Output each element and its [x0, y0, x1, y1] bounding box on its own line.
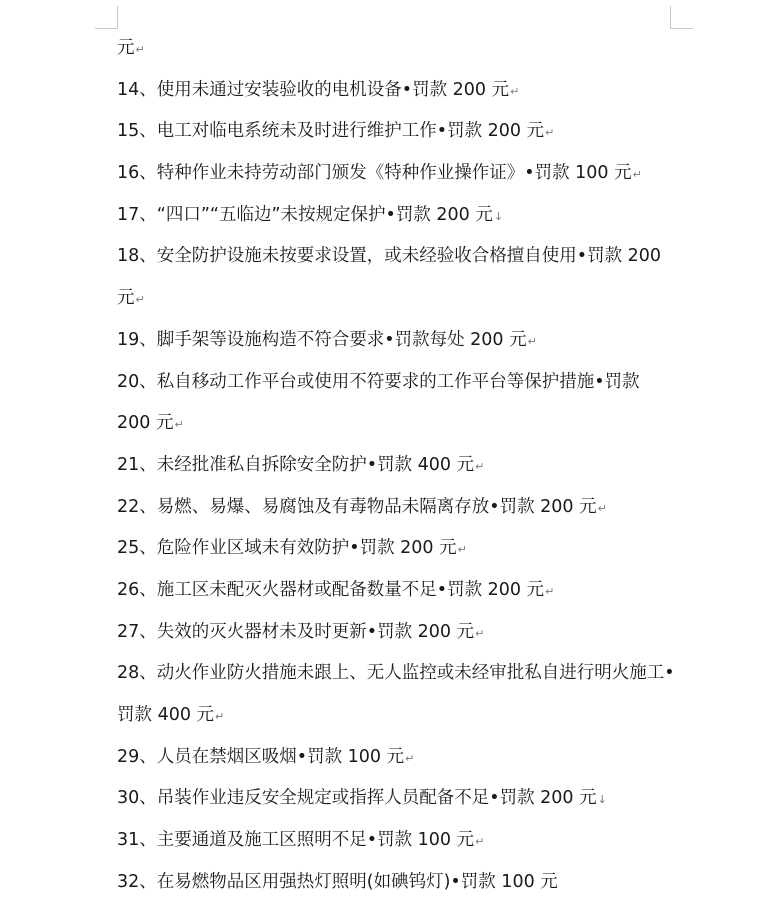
line-text: 元: [117, 38, 135, 58]
line-text: 15、电工对临电系统未及时进行维护工作•罚款 200 元: [117, 121, 545, 142]
text-line: [117, 70, 687, 112]
line-text: 20、私自移动工作平台或使用不符要求的工作平台等保护措施•罚款: [117, 371, 640, 392]
text-line: [117, 862, 687, 904]
text-line: [117, 320, 687, 362]
margin-corner-top-right: [670, 6, 693, 29]
line-text: 29、人员在禁烟区吸烟•罚款 100 元: [117, 746, 405, 767]
text-line: [117, 737, 687, 779]
text-line: [117, 612, 687, 654]
paragraph-mark: ↵: [135, 293, 145, 307]
line-text: 16、特种作业未持劳动部门颁发《特种作业操作证》•罚款 100 元: [117, 163, 632, 184]
paragraph-mark: ↵: [527, 334, 537, 348]
text-line: [117, 695, 687, 737]
text-line: [117, 28, 687, 70]
text-line: [117, 778, 687, 820]
line-text: 19、脚手架等设施构造不符合要求•罚款每处 200 元: [117, 329, 527, 350]
paragraph-mark: ↵: [475, 626, 485, 640]
document-body[interactable]: [117, 28, 687, 903]
line-text: 17、“四口”“五临边”未按规定保护•罚款 200 元: [117, 204, 493, 225]
text-line: [117, 362, 687, 404]
paragraph-mark: ↵: [174, 418, 184, 432]
line-text: 31、主要通道及施工区照明不足•罚款 100 元: [117, 830, 475, 851]
text-line: [117, 820, 687, 862]
paragraph-mark: ↵: [545, 126, 555, 140]
text-line: [117, 653, 687, 695]
paragraph-mark: ↵: [135, 43, 145, 56]
line-text: 22、易燃、易爆、易腐蚀及有毒物品未隔离存放•罚款 200 元: [117, 496, 597, 517]
text-line: [117, 570, 687, 612]
line-text: 32、在易燃物品区用强热灯照明(如碘钨灯)•罚款 100 元: [117, 871, 558, 892]
line-text: 200 元: [117, 413, 174, 434]
text-line: [117, 153, 687, 195]
paragraph-mark: ↵: [215, 710, 225, 723]
paragraph-mark: ↵: [405, 751, 415, 765]
paragraph-mark: ↵: [475, 835, 485, 849]
line-text: 罚款 400 元: [117, 705, 215, 725]
line-text: 27、失效的灭火器材未及时更新•罚款 200 元: [117, 621, 475, 642]
text-line: [117, 236, 687, 278]
paragraph-mark: ↓: [597, 793, 607, 807]
line-text: 28、动火作业防火措施未跟上、无人监控或未经审批私自进行明火施工•: [117, 663, 675, 684]
margin-corner-top-left: [95, 6, 118, 29]
line-text: 14、使用未通过安装验收的电机设备•罚款 200 元: [117, 79, 510, 100]
line-text: 25、危险作业区域未有效防护•罚款 200 元: [117, 538, 457, 559]
line-text: 26、施工区未配灭火器材或配备数量不足•罚款 200 元: [117, 579, 545, 600]
paragraph-mark: ↵: [632, 168, 642, 182]
paragraph-mark: ↵: [510, 84, 520, 98]
line-text: 18、安全防护设施未按要求设置，或未经验收合格擅自使用•罚款 200: [117, 246, 662, 267]
paragraph-mark: ↓: [493, 209, 504, 223]
line-text: 21、未经批准私自拆除安全防护•罚款 400 元: [117, 454, 475, 475]
line-text: 元: [117, 288, 135, 309]
text-line: [117, 403, 687, 445]
text-line: [117, 487, 687, 529]
text-line: [117, 528, 687, 570]
paragraph-mark: ↵: [475, 459, 485, 473]
paragraph-mark: ↵: [597, 501, 607, 515]
text-line: [117, 111, 687, 153]
line-text: 30、吊装作业违反安全规定或指挥人员配备不足•罚款 200 元: [117, 788, 597, 809]
paragraph-mark: ↵: [457, 543, 467, 557]
text-line: [117, 445, 687, 487]
text-line: [117, 195, 687, 237]
paragraph-mark: ↵: [545, 584, 555, 598]
text-line: [117, 278, 687, 320]
